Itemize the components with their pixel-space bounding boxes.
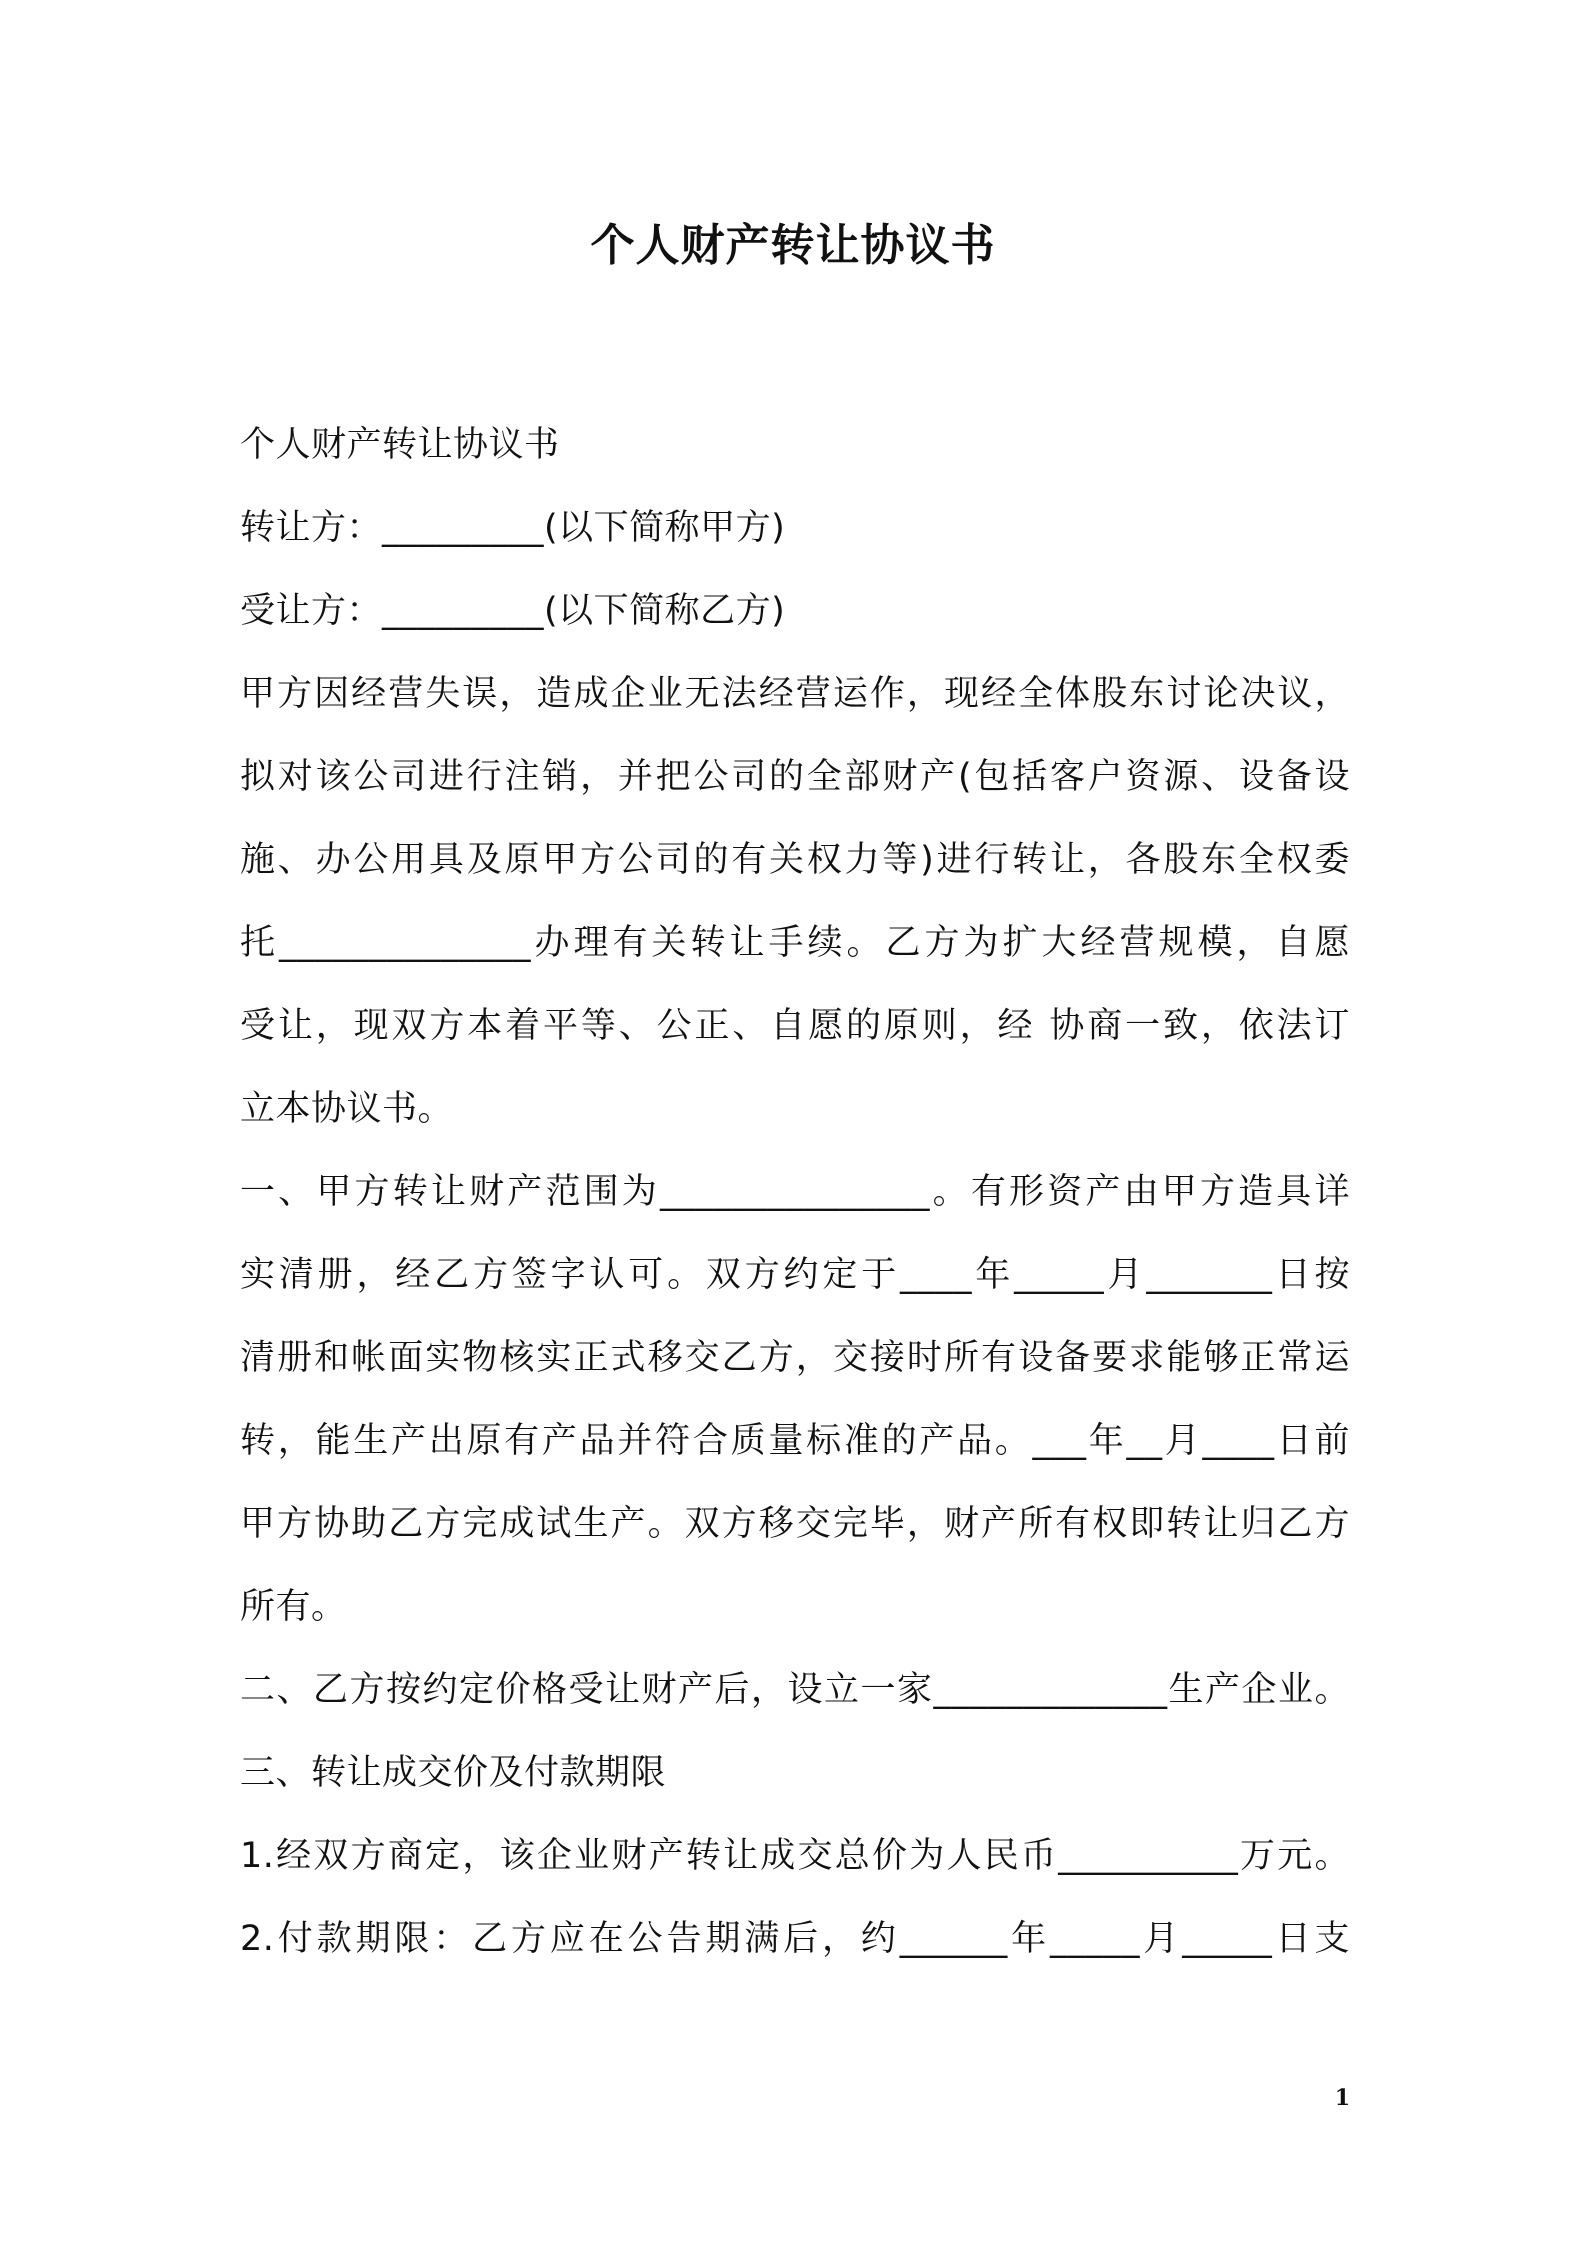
document-body <box>240 404 1350 1981</box>
body-line: 受让，现双方本着平等、公正、自愿的原则，经 协商一致，依法订 <box>240 1006 1350 1046</box>
clause-three-item-2: 2.付款期限：乙方应在公告期满后，约______年_____月_____日支 <box>240 1919 1350 1959</box>
body-line: 拟对该公司进行注销，并把公司的全部财产(包括客户资源、设备设 <box>240 757 1350 797</box>
body-line: 甲方因经营失误，造成企业无法经营运作，现经全体股东讨论决议， <box>240 674 1350 714</box>
clause-three-item-1: 1.经双方商定，该企业财产转让成交总价为人民币__________万元。 <box>240 1836 1350 1876</box>
clause-one-line: 甲方协助乙方完成试生产。双方移交完毕，财产所有权即转让归乙方 <box>240 1504 1350 1544</box>
clause-one-line: 清册和帐面实物核实正式移交乙方，交接时所有设备要求能够正常运 <box>240 1338 1350 1378</box>
document-title: 个人财产转让协议书 <box>590 220 996 271</box>
clause-one-line: 实清册，经乙方签字认可。双方约定于____年_____月_______日按 <box>240 1255 1350 1295</box>
clause-one-line: 一、甲方转让财产范围为_______________。有形资产由甲方造具详 <box>240 1172 1350 1212</box>
body-line-transferee: 受让方：_________(以下简称乙方) <box>240 591 786 631</box>
clause-two-line: 二、乙方按约定价格受让财产后，设立一家_____________生产企业。 <box>240 1670 1350 1710</box>
clause-three-heading: 三、转让成交价及付款期限 <box>240 1753 667 1793</box>
clause-one-line: 所有。 <box>240 1587 347 1627</box>
body-line-transferor: 转让方：_________(以下简称甲方) <box>240 508 786 548</box>
body-line: 托______________办理有关转让手续。乙方为扩大经营规模，自愿 <box>240 923 1350 963</box>
body-line: 施、办公用具及原甲方公司的有关权力等)进行转让，各股东全权委 <box>240 840 1350 880</box>
body-line-heading: 个人财产转让协议书 <box>240 425 560 465</box>
clause-one-line: 转，能生产出原有产品并符合质量标准的产品。___年__月____日前 <box>240 1421 1350 1461</box>
body-line: 立本协议书。 <box>240 1089 454 1129</box>
page-number: 1 <box>1334 2085 1350 2111</box>
